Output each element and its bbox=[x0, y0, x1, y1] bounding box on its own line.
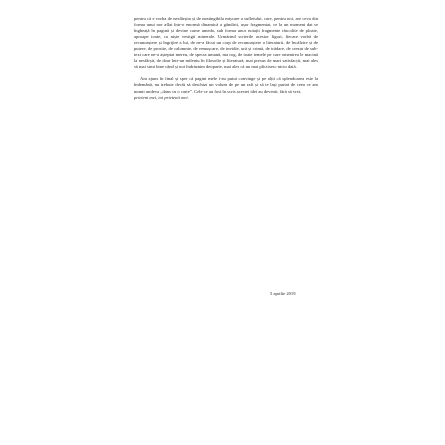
paragraph: pentru că e vorba de nesfârșita și de neatingibila mișcare a sufletului, care, pentru noi, are ceva din forma unui nor aflat într-o enormă dinamică a gândirii, ușor fragmentat, ce la un moment dat se îngheață în pagină și devine carne umeda, sub forma unor notații fragmente răscolite de ploaie, aproape toate, ca niște vestigii minerale. Urmărind scrierile acestor figuri, fiecare vorbă de recunoaștere și îngrijire a lui, de ne-a făcut un corp de recunoaștere a literaturii, de încălzire și de putere, de prostie, de calomnie, de remușcare, de invidie, ură și crimă, de trădare, de crezut de sub-text care ne-a așteptat mereu, de specia umană, ma rog, de toate temele pe care omenirea le macină la nesfârșit, de doar într-un mileniu în filosofie și literatură, mai presus de mari satisfacții, mai ales să mai simt bine când și noi îndrăznim deoparte, mai ales că nu mai plictisesc nicio dată. bbox=[134, 16, 318, 70]
paragraph: Am ajuns în final și sper că pagini mele i-au putut convinge și pe alții că splendoarea este la îndemână, nu trebuie decât să deschizi un volum de pe un raft și să te lași purtat de ceea ce am numit undeva „dans cu o carte”. Cele ce au fost în scris acestei idei au devenit, fără să vrei, bbox=[134, 76, 318, 94]
date-signature: 5 aprilie 2019 bbox=[270, 291, 296, 296]
body-text bbox=[134, 16, 318, 101]
closing-line: prieteni mei, tot prietenii mei. bbox=[134, 94, 189, 100]
